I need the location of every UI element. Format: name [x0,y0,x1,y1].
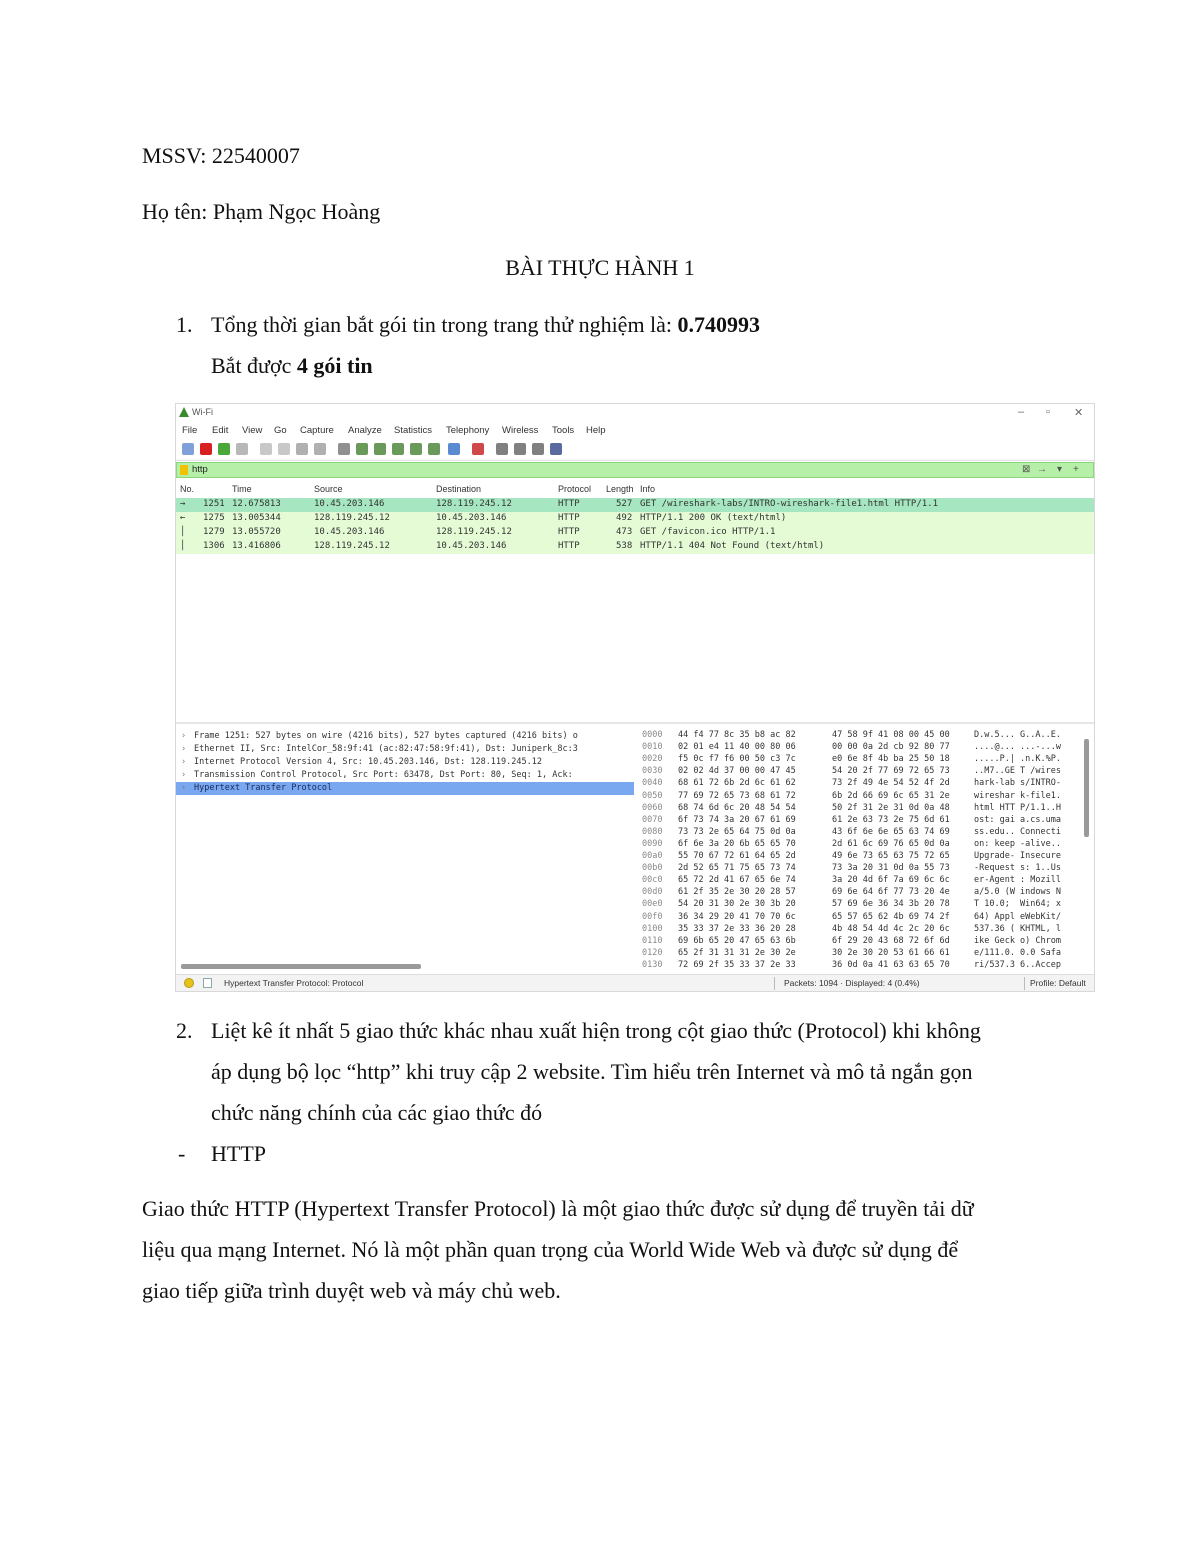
q1-number: 1. [176,312,193,337]
hex-row[interactable]: 0130 72 69 2f 35 33 37 2e 33 36 0d 0a 41 63 63 65 70 ri/537.3 6..Accep [642,959,1061,970]
hex-row[interactable]: 0110 69 6b 65 20 47 65 63 6b 6f 29 20 43 68 72 6f 6d ike Geck o) Chrom [642,935,1061,946]
col-time[interactable]: Time [232,484,252,494]
hex-row[interactable]: 00d0 61 2f 35 2e 30 20 28 57 69 6e 64 6f 77 73 20 4e a/5.0 (W indows N [642,887,1061,898]
menu-file[interactable]: File [182,425,198,436]
menu-tools[interactable]: Tools [552,425,575,436]
go-to-packet-icon[interactable] [392,443,404,455]
packet-row[interactable]: │ 1279 13.055720 10.45.203.146 128.119.245.12 HTTP 473 GET /favicon.ico HTTP/1.1 [176,526,1094,540]
vertical-scrollbar[interactable] [1084,739,1089,837]
hex-row[interactable]: 00f0 36 34 29 20 41 70 70 6c 65 57 65 62 4b 69 74 2f 64) Appl eWebKit/ [642,911,1061,922]
expand-arrow-icon[interactable]: › [181,783,187,793]
q2-line3: chức năng chính của các giao thức đó [211,1100,543,1125]
col-destination[interactable]: Destination [436,484,482,494]
q1-packet-count: 4 gói tin [296,353,373,378]
status-bar [176,974,1094,992]
hex-row[interactable]: 00c0 65 72 2d 41 67 65 6e 74 3a 20 4d 6f 7a 69 6c 6c er-Agent : Mozill [642,875,1061,886]
menu-go[interactable]: Go [274,425,287,436]
capture-options-icon[interactable] [236,443,248,455]
col-protocol[interactable]: Protocol [558,484,592,494]
add-filter-button-icon[interactable]: + [1073,464,1079,475]
apply-filter-icon[interactable]: → [1037,464,1047,475]
close-file-icon[interactable] [296,443,308,455]
reload-icon[interactable] [314,443,326,455]
packet-bytes-pane [638,726,1078,974]
page-title: BÀI THỰC HÀNH 1 [505,255,695,280]
zoom-out-icon[interactable] [514,443,526,455]
expand-arrow-icon[interactable]: › [181,731,187,741]
paragraph-line1: Giao thức HTTP (Hypertext Transfer Protocol) là một giao thức được sử dụng để truyền tải dữ [142,1196,974,1221]
status-packet-counts: Packets: 1094 · Displayed: 4 (0.4%) [784,978,920,988]
q2-line2: áp dụng bộ lọc “http” khi truy cập 2 website. Tìm hiểu trên Internet và mô tả ngắn gọn [211,1059,973,1084]
detail-http[interactable]: › Hypertext Transfer Protocol [176,782,634,795]
window-titlebar [176,404,1094,422]
save-file-icon[interactable] [278,443,290,455]
autoscroll-icon[interactable] [448,443,460,455]
menu-bar [176,423,1094,439]
q1-line2: Bắt được 4 gói tin [211,353,373,378]
packet-details-pane [176,726,634,966]
zoom-reset-icon[interactable] [532,443,544,455]
restart-capture-icon[interactable] [218,443,230,455]
first-packet-icon[interactable] [410,443,422,455]
status-field-info: Hypertext Transfer Protocol: Protocol [224,978,364,988]
start-capture-icon[interactable] [182,443,194,455]
q2-number: 2. [176,1018,193,1043]
find-packet-icon[interactable] [338,443,350,455]
hex-row[interactable]: 0080 73 73 2e 65 64 75 0d 0a 43 6f 6e 6e 65 63 74 69 ss.edu.. Connecti [642,826,1061,837]
wireshark-screenshot [175,403,1095,992]
expand-arrow-icon[interactable]: › [181,744,187,754]
packet-list-header [176,483,1094,497]
menu-statistics[interactable]: Statistics [394,425,433,436]
hex-row[interactable]: 0010 02 01 e4 11 40 00 80 06 00 00 0a 2d cb 92 80 77 ....@... ...-...w [642,742,1061,753]
hex-row[interactable]: 0070 6f 73 74 3a 20 67 61 69 61 2e 63 73 2e 75 6d 61 ost: gai a.cs.uma [642,814,1061,825]
packet-row[interactable]: │ 1306 13.416806 128.119.245.12 10.45.203.146 HTTP 538 HTTP/1.1 404 Not Found (text/html) [176,540,1094,554]
hex-row[interactable]: 0000 44 f4 77 8c 35 b8 ac 82 47 58 9f 41 08 00 45 00 D.w.5... G..A..E. [642,730,1061,740]
hex-row[interactable]: 0090 6f 6e 3a 20 6b 65 65 70 2d 61 6c 69 76 65 0d 0a on: keep -alive.. [642,838,1061,849]
status-profile[interactable]: Profile: Default [1030,978,1086,988]
menu-wireless[interactable]: Wireless [502,425,539,436]
display-filter-input[interactable]: http [192,464,208,475]
close-icon[interactable]: ✕ [1074,407,1084,419]
bookmark-icon[interactable] [180,465,188,475]
menu-telephony[interactable]: Telephony [446,425,490,436]
hex-row[interactable]: 0030 02 02 4d 37 00 00 47 45 54 20 2f 77 69 72 65 73 ..M7..GE T /wires [642,766,1061,777]
q1-text: Tổng thời gian bắt gói tin trong trang thử nghiệm là: 0.740993 [211,312,761,337]
student-name: Họ tên: Phạm Ngọc Hoàng [142,199,381,224]
minimize-icon[interactable]: – [1018,406,1025,418]
paragraph-line2: liệu qua mạng Internet. Nó là một phần quan trọng của World Wide Web và được sử dụng để [142,1237,959,1262]
menu-edit[interactable]: Edit [212,425,229,436]
packet-row[interactable]: ← 1275 13.005344 128.119.245.12 10.45.203.146 HTTP 492 HTTP/1.1 200 OK (text/html) [176,512,1094,526]
window-title: Wi-Fi [192,407,213,417]
detail-ipv4[interactable]: › Internet Protocol Version 4, Src: 10.45.203.146, Dst: 128.119.245.12 [181,757,542,767]
detail-tcp[interactable]: › Transmission Control Protocol, Src Port: 63478, Dst Port: 80, Seq: 1, Ack: [181,770,573,780]
colorize-icon[interactable] [472,443,484,455]
packet-row[interactable]: → 1251 12.675813 10.45.203.146 128.119.245.12 HTTP 527 GET /wireshark-labs/INTRO-wireshark-file1.html HTTP/1.1 [176,498,1094,512]
pane-splitter[interactable] [176,722,1094,724]
hex-row[interactable]: 0100 35 33 37 2e 33 36 20 28 4b 48 54 4d 4c 2c 20 6c 537.36 ( KHTML, l [642,923,1061,934]
menu-view[interactable]: View [242,425,263,436]
hex-row[interactable]: 0120 65 2f 31 31 31 2e 30 2e 30 2e 30 20 53 61 66 61 e/111.0. 0.0 Safa [642,947,1061,958]
last-packet-icon[interactable] [428,443,440,455]
stop-capture-icon[interactable] [200,443,212,455]
display-filter-bar[interactable] [176,462,1094,478]
resize-columns-icon[interactable] [550,443,562,455]
filter-dropdown-icon[interactable]: ▾ [1057,464,1063,475]
go-forward-icon[interactable] [374,443,386,455]
hex-row[interactable]: 0050 77 69 72 65 73 68 61 72 6b 2d 66 69 6c 65 31 2e wireshar k-file1. [642,790,1061,801]
main-toolbar [176,440,1094,461]
q1-value: 0.740993 [677,312,761,337]
capture-comment-icon[interactable] [203,978,212,988]
expand-arrow-icon[interactable]: › [181,757,187,767]
open-file-icon[interactable] [260,443,272,455]
menu-analyze[interactable]: Analyze [348,425,382,436]
expert-info-icon[interactable] [184,978,194,988]
hex-row[interactable]: 0040 68 61 72 6b 2d 6c 61 62 73 2f 49 4e 54 52 4f 2d hark-lab s/INTRO- [642,778,1061,789]
col-length[interactable]: Length [606,484,634,494]
wireshark-logo-icon [179,407,189,417]
hex-row[interactable]: 00a0 55 70 67 72 61 64 65 2d 49 6e 73 65 63 75 72 65 Upgrade- Insecure [642,851,1061,861]
menu-help[interactable]: Help [586,425,606,436]
col-no[interactable]: No. [180,484,195,494]
zoom-in-icon[interactable] [496,443,508,455]
detail-ethernet[interactable]: › Ethernet II, Src: IntelCor_58:9f:41 (ac:82:47:58:9f:41), Dst: Juniperk_8c:3 [181,744,578,754]
menu-capture[interactable]: Capture [300,425,334,436]
hex-row[interactable]: 00e0 54 20 31 30 2e 30 3b 20 57 69 6e 36 34 3b 20 78 T 10.0; Win64; x [642,899,1061,910]
maximize-icon[interactable]: ▫ [1046,406,1050,418]
horizontal-scrollbar[interactable] [181,964,421,969]
col-source[interactable]: Source [314,484,343,494]
clear-filter-icon[interactable]: ⊠ [1022,464,1031,475]
go-back-icon[interactable] [356,443,368,455]
expand-arrow-icon[interactable]: › [181,770,187,780]
col-info[interactable]: Info [640,484,656,494]
hex-row[interactable]: 0060 68 74 6d 6c 20 48 54 54 50 2f 31 2e 31 0d 0a 48 html HTT P/1.1..H [642,802,1061,813]
bullet-dash: - [178,1141,186,1166]
hex-row[interactable]: 0020 f5 0c f7 f6 00 50 c3 7c e0 6e 8f 4b ba 25 50 18 .....P.| .n.K.%P. [642,754,1061,765]
paragraph-line3: giao tiếp giữa trình duyệt web và máy chủ web. [142,1278,561,1303]
q2-line1: Liệt kê ít nhất 5 giao thức khác nhau xuất hiện trong cột giao thức (Protocol) khi không [211,1018,981,1043]
student-id: MSSV: 22540007 [142,143,300,168]
hex-row[interactable]: 00b0 2d 52 65 71 75 65 73 74 73 3a 20 31 0d 0a 55 73 -Request s: 1..Us [642,863,1061,874]
detail-frame[interactable]: › Frame 1251: 527 bytes on wire (4216 bits), 527 bytes captured (4216 bits) o [181,731,578,741]
bullet-http: HTTP [211,1141,266,1166]
